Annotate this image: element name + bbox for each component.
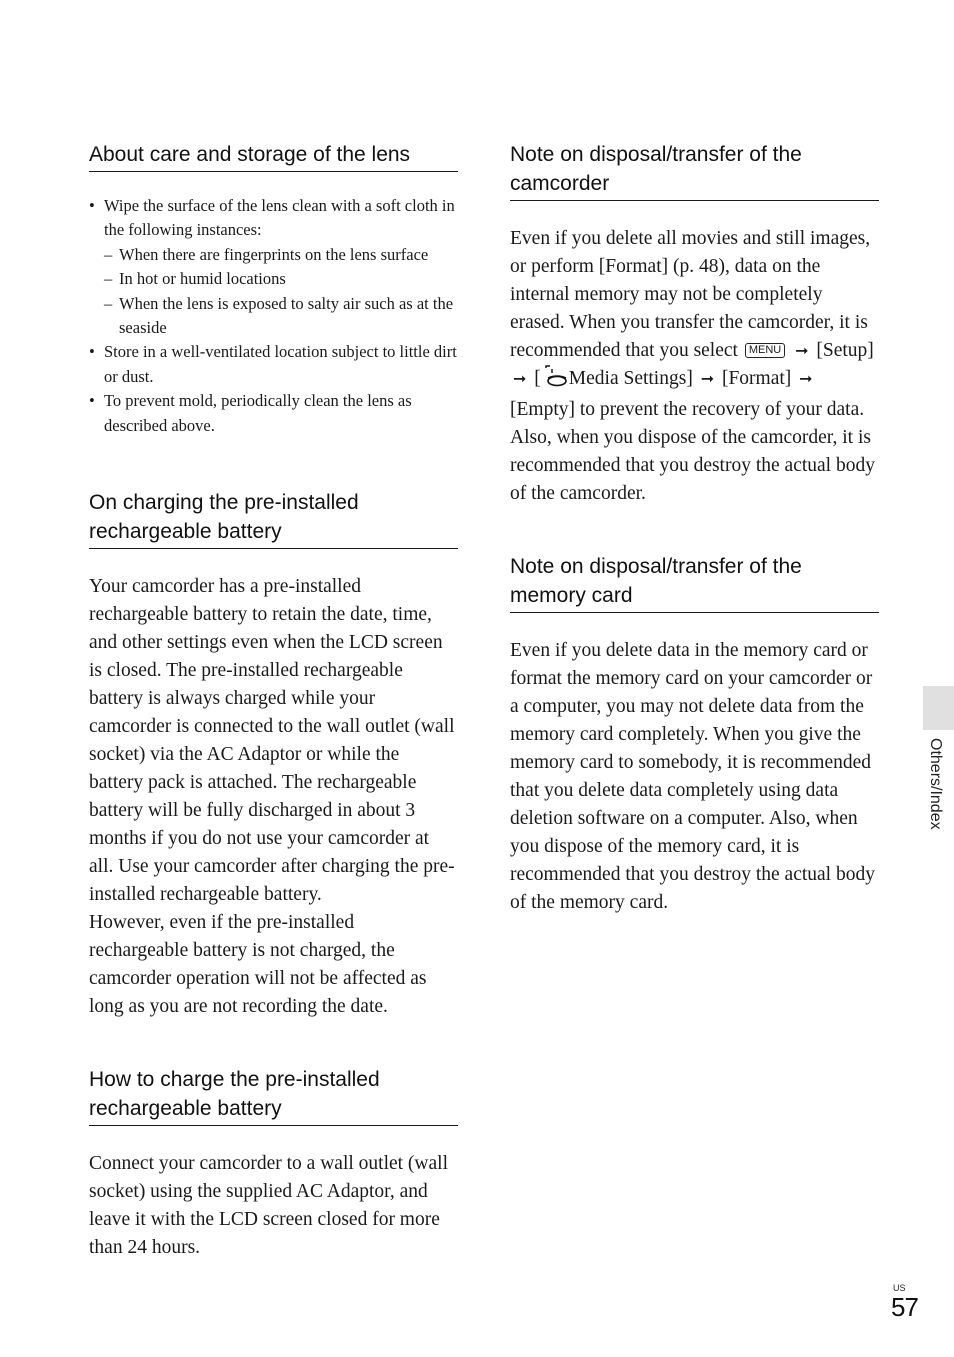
list-item: – When the lens is exposed to salty air such as at the seaside: [104, 292, 458, 341]
camcorder-disposal-section: [510, 140, 879, 508]
media-settings-label: Media Settings]: [568, 368, 693, 389]
battery-charging-paragraph-2: However, even if the pre-installed rechargeable battery is not charged, the camcorder operation will not be affected as long as you are not recording the date.: [89, 912, 427, 1018]
bracket-open: [: [534, 368, 541, 389]
disposal-text-start: Even if you delete all movies and still images, or perform [Format] (p. 48), data on the internal memory may not be completely erased. When you transfer the camcorder, it is recommended that you select: [510, 228, 871, 361]
list-item: [89, 194, 458, 340]
memory-card-disposal-section: [510, 552, 879, 917]
battery-charging-paragraph-1: Your camcorder has a pre-installed rechargeable battery to retain the date, time, and other settings even when the LCD screen is closed. The pre-installed rechargeable battery is always charged while your camcorder is connected to the wall outlet (wall socket) via the AC Adaptor or while the battery pack is attached. The rechargeable battery will be fully discharged in about 3 months if you do not use your camcorder at all. Use your camcorder after charging the pre-installed rechargeable battery.: [89, 576, 455, 906]
list-item: • Store in a well-ventilated location subject to little dirt or dust.: [89, 340, 458, 389]
list-item: – In hot or humid locations: [104, 267, 458, 291]
page-region-code: US: [893, 1283, 906, 1293]
right-arrow-icon: ➞: [795, 341, 809, 360]
right-arrow-icon: ➞: [700, 369, 715, 388]
left-column: [89, 140, 458, 1262]
right-arrow-icon: ➞: [513, 369, 527, 388]
setup-label: [Setup]: [816, 340, 874, 361]
lens-care-section: [89, 140, 458, 438]
lens-care-list: [89, 194, 458, 438]
lens-care-sublist: [104, 243, 458, 341]
how-to-charge-section: [89, 1065, 458, 1262]
memory-card-disposal-heading: Note on disposal/transfer of the memory card: [510, 552, 879, 613]
disposal-text-end: [Empty] to prevent the recovery of your data. Also, when you dispose of the camcorder, it is recommended that you destroy the actual body of the camcorder.: [510, 399, 875, 504]
lens-care-heading: About care and storage of the lens: [89, 140, 458, 172]
list-item: • To prevent mold, periodically clean the lens as described above.: [89, 389, 458, 438]
camcorder-disposal-heading: Note on disposal/transfer of the camcorder: [510, 140, 879, 201]
lens-care-bullet-1: Wipe the surface of the lens clean with a soft cloth in the following instances:: [104, 196, 455, 240]
section-tab-marker: [923, 686, 954, 730]
camcorder-disposal-paragraph: [510, 225, 879, 508]
menu-button-icon: MENU: [745, 343, 785, 358]
list-item: – When there are fingerprints on the lens surface: [104, 243, 458, 267]
how-to-charge-paragraph: Connect your camcorder to a wall outlet (wall socket) using the supplied AC Adaptor, and leave it with the LCD screen closed for more than 24 hours.: [89, 1153, 448, 1259]
right-arrow-icon: ➞: [799, 369, 813, 388]
memory-card-disposal-paragraph: Even if you delete data in the memory card or format the memory card on your camcorder or a computer, you may not delete data from the memory card completely. When you give the memory card to somebody, it is recommended that you delete data completely using data deletion software on a computer. Also, when you dispose of the memory card, it is recommended that you destroy the actual body of the memory card.: [510, 640, 875, 913]
format-label: [Format]: [721, 368, 792, 389]
battery-charging-heading: On charging the pre-installed rechargeable battery: [89, 488, 458, 549]
battery-charging-section: [89, 488, 458, 1021]
internal-memory-media-icon: [542, 365, 568, 396]
page-number: 57: [891, 1292, 918, 1322]
side-tab-label: Others/Index: [927, 738, 944, 830]
right-column: [510, 140, 879, 917]
how-to-charge-heading: How to charge the pre-installed rechargeable battery: [89, 1065, 458, 1126]
